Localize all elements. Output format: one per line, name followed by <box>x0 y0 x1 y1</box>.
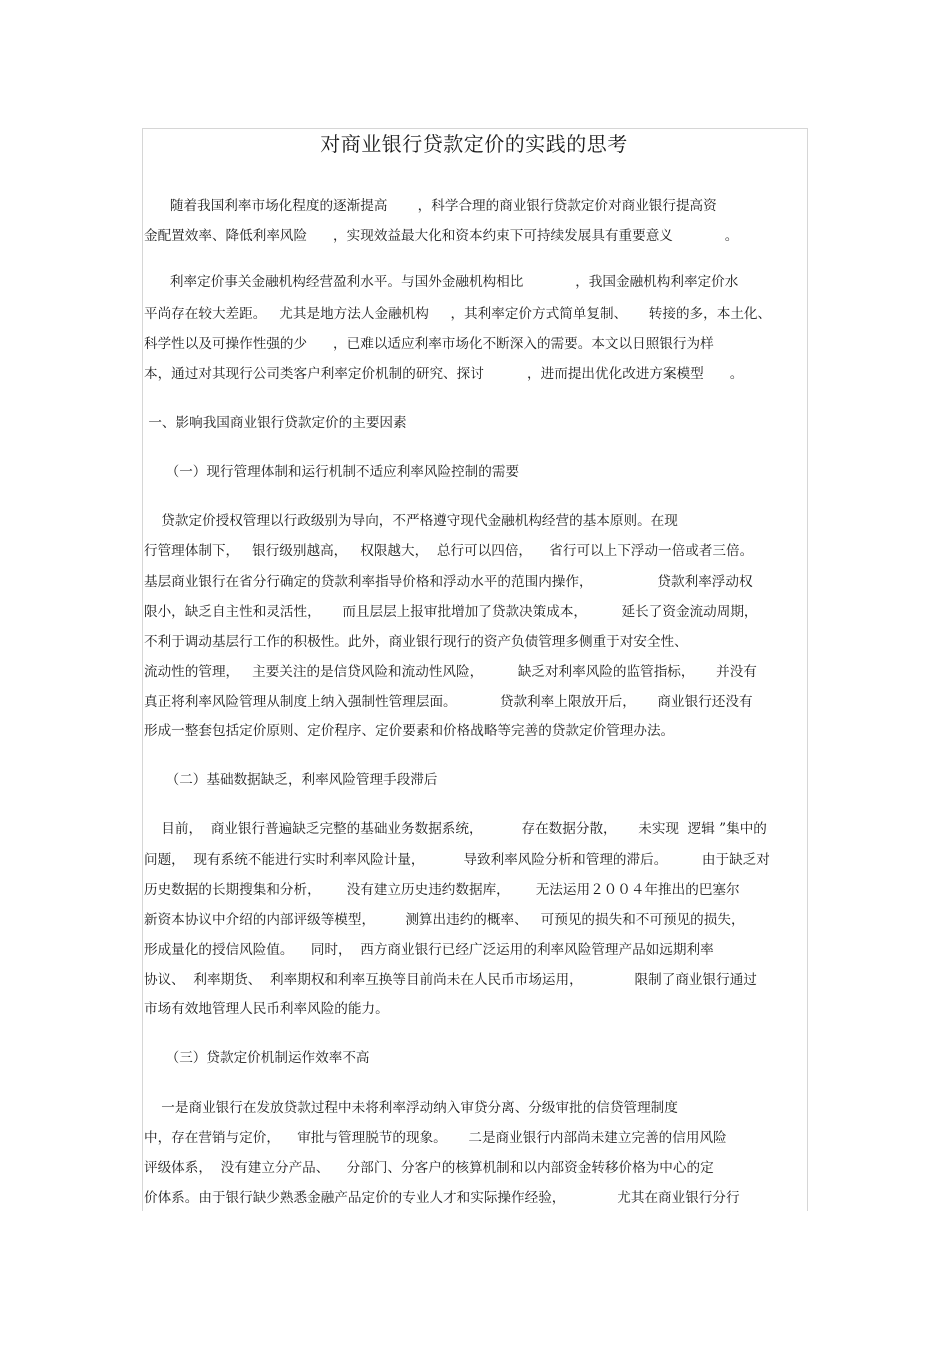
para-2-line: 协议、 利率期货、 利率期权和利率互换等目前尚未在人民币市场运用， 限制了商业银行通过 <box>144 972 757 988</box>
para-1-line: 基层商业银行在省分行确定的贷款利率指导价格和浮动水平的范围内操作， 贷款利率浮动权 <box>144 574 753 590</box>
document-title: 对商业银行贷款定价的实践的思考 <box>320 132 628 156</box>
para-intro-line: 随着我国利率市场化程度的逐渐提高 ，科学合理的商业银行贷款定价对商业银行提高资 <box>144 198 717 214</box>
para-2-line: 形成量化的授信风险值。 同时， 西方商业银行已经广泛运用的利率风险管理产品如远期利率 <box>144 942 714 958</box>
para-3-line: 价体系。由于银行缺少熟悉金融产品定价的专业人才和实际操作经验， 尤其在商业银行分行 <box>144 1190 740 1206</box>
subsection-heading-2-line: （二）基础数据缺乏，利率风险管理手段滞后 <box>144 772 438 788</box>
para-1-line: 不利于调动基层行工作的积极性。此外，商业银行现行的资产负债管理多侧重于对安全性、 <box>144 634 688 650</box>
para-2-line: 目前， 商业银行普遍缺乏完整的基础业务数据系统， 存在数据分散， 未实现 逻辑 ”集中的 <box>144 821 767 837</box>
para-1-line: 真正将利率风险管理从制度上纳入强制性管理层面。 贷款利率上限放开后， 商业银行还没有 <box>144 694 753 710</box>
subsection-heading-1-line: （一）现行管理体制和运行机制不适应利率风险控制的需要 <box>144 464 520 480</box>
para-1-line: 形成一整套包括定价原则、定价程序、定价要素和价格战略等完善的贷款定价管理办法。 <box>144 723 675 739</box>
para-1-line: 行管理体制下， 银行级别越高， 权限越大， 总行可以四倍， 省行可以上下浮动一倍或者三倍。 <box>144 543 754 559</box>
para-2-line: 历史数据的长期搜集和分析， 没有建立历史违约数据库， 无法运用２００４年推出的巴塞尔 <box>144 882 740 898</box>
para-1-line: 贷款定价授权管理以行政级别为导向，不严格遵守现代金融机构经营的基本原则。在现 <box>144 513 678 529</box>
para-2-line: 新资本协议中介绍的内部评级等模型， 测算出违约的概率、 可预见的损失和不可预见的损失， <box>144 912 745 928</box>
para-purpose-line: 平尚存在较大差距。 尤其是地方法人金融机构 ，其利率定价方式简单复制、 转接的多，本土化、 <box>144 306 772 322</box>
para-2-line: 市场有效地管理人民币利率风险的能力。 <box>144 1001 389 1017</box>
para-purpose-line: 科学性以及可操作性强的少 ，已难以适应利率市场化不断深入的需要。本文以日照银行为样 <box>144 336 714 352</box>
para-purpose-line: 利率定价事关金融机构经营盈利水平。与国外金融机构相比 ，我国金融机构利率定价水 <box>144 274 739 290</box>
subsection-heading-3-line: （三）贷款定价机制运作效率不高 <box>144 1050 370 1066</box>
para-intro-line: 金配置效率、降低利率风险 ，实现效益最大化和资本约束下可持续发展具有重要意义 。 <box>144 228 739 244</box>
para-3-line: 一是商业银行在发放贷款过程中未将利率浮动纳入审贷分离、分级审批的信贷管理制度 <box>144 1100 678 1116</box>
para-2-line: 问题， 现有系统不能进行实时利率风险计量， 导致利率风险分析和管理的滞后。 由于缺乏对 <box>144 852 770 868</box>
para-3-line: 中，存在营销与定价， 审批与管理脱节的现象。 二是商业银行内部尚未建立完善的信用风险 <box>144 1130 727 1146</box>
para-1-line: 限小，缺乏自主性和灵活性， 而且层层上报审批增加了贷款决策成本， 延长了资金流动周期， <box>144 604 758 620</box>
para-1-line: 流动性的管理， 主要关注的是信贷风险和流动性风险， 缺乏对利率风险的监管指标， 并没有 <box>144 664 757 680</box>
para-purpose-line: 本，通过对其现行公司类客户利率定价机制的研究、探讨 ，进而提出优化改进方案模型 。 <box>144 366 744 382</box>
para-3-line: 评级体系， 没有建立分产品、 分部门、分客户的核算机制和以内部资金转移价格为中心的定 <box>144 1160 714 1176</box>
section-heading-1-line: 一、影响我国商业银行贷款定价的主要因素 <box>144 415 407 431</box>
